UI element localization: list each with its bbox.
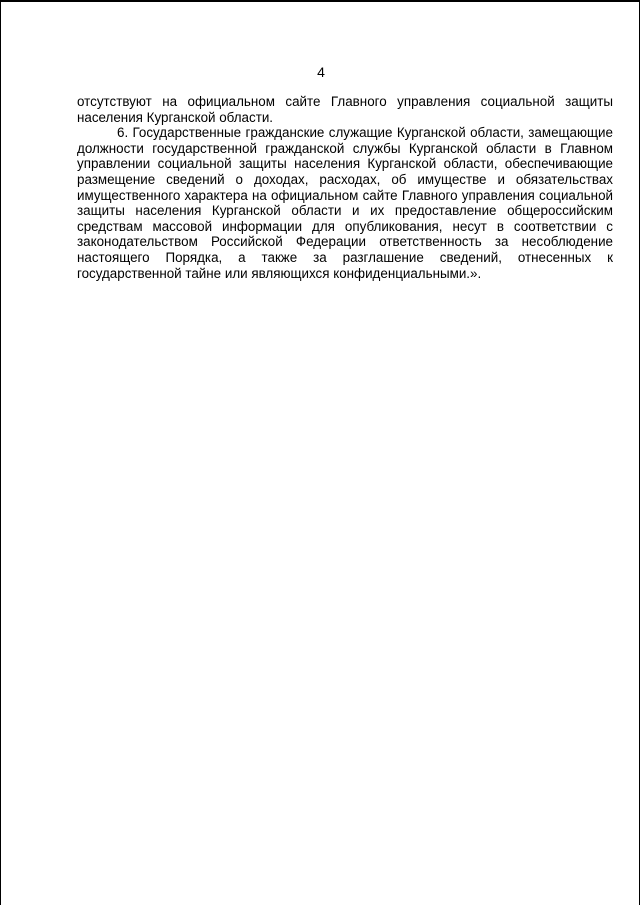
page-number: 4 [317, 64, 325, 80]
document-body [77, 94, 613, 281]
paragraph-continuation: отсутствуют на официальном сайте Главного управления социальной защиты населения Курганской области. [77, 94, 613, 125]
paragraph-item-6: 6. Государственные гражданские служащие Курганской области, замещающие должности государственной гражданской службы Курганской области в Главном управлении социальной защиты населения Курганской области, обеспечивающие размещение сведений о доходах, расходах, об имуществе и обязательствах имущественного характера на официальном сайте Главного управления социальной защиты населения Курганской области и их предоставление общероссийским средствам массовой информации для опубликования, несут в соответствии с законодательством Российской Федерации ответственность за несоблюдение настоящего Порядка, а также за разглашение сведений, отнесенных к государственной тайне или являющихся конфиденциальными.». [77, 125, 613, 281]
